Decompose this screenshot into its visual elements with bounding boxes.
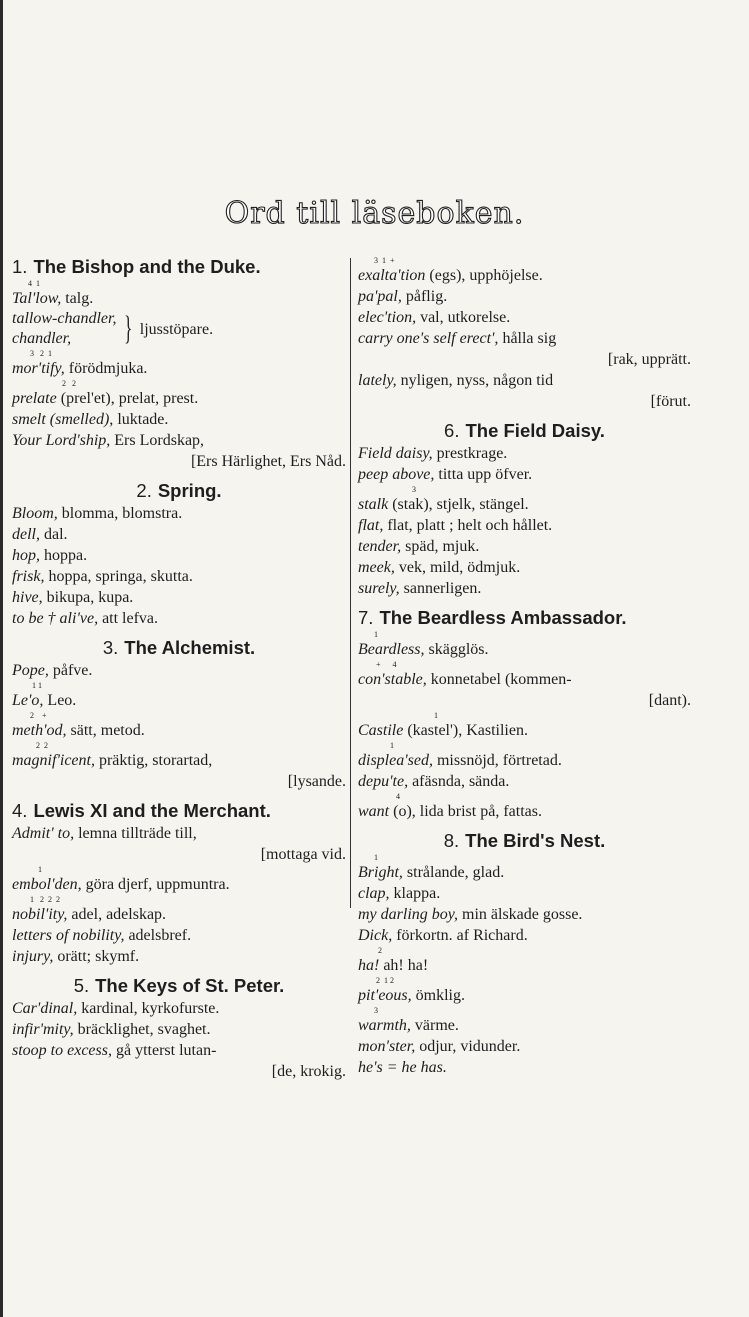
vocab-entry: frisk, hoppa, springa, skutta. (12, 568, 193, 585)
vocab-word: chandler, (12, 330, 72, 347)
vocab-entry: hive, bikupa, kupa. (12, 589, 134, 606)
vocab-word: tallow-chandler, (12, 310, 117, 327)
vocab-entry: warmth, värme. (358, 1017, 459, 1034)
section-heading: 8. The Bird's Nest. (443, 830, 606, 851)
vocab-entry: tender, späd, mjuk. (358, 538, 480, 555)
continuation: [förut. (650, 393, 691, 410)
vocab-entry: my darling boy, min älskade gosse. (358, 906, 583, 923)
vocab-entry: injury, orätt; skymf. (12, 948, 140, 965)
vocab-entry: Car'dinal, kardinal, kyrkofurste. (12, 1000, 220, 1017)
continuation: [mottaga vid. (260, 846, 346, 863)
vocab-entry: clap, klappa. (358, 885, 441, 902)
section-heading: 5. The Keys of St. Peter. (73, 975, 285, 996)
continuation: [dant). (648, 692, 691, 709)
vocab-entry: letters of nobility, adelsbref. (12, 927, 192, 944)
vocab-entry: meth'od, sätt, metod. (12, 722, 145, 739)
vocab-entry: pit'eous, ömklig. (358, 987, 465, 1004)
vocab-entry: hop, hoppa. (12, 547, 88, 564)
vocab-entry: magnif'icent, präktig, storartad, (12, 752, 213, 769)
continuation: [rak, upprätt. (607, 351, 691, 368)
section-heading: 3. The Alchemist. (102, 637, 256, 658)
vocab-entry: displea'sed, missnöjd, förtretad. (358, 752, 562, 769)
vocab-entry: Bloom, blomma, blomstra. (12, 505, 183, 522)
continuation: [Ers Härlighet, Ers Nåd. (190, 453, 346, 470)
brace-gloss: ljusstöpare. (139, 320, 214, 338)
vocab-entry: peep above, titta upp öfver. (358, 466, 533, 483)
section-heading: 1. The Bishop and the Duke. (12, 256, 261, 277)
vocab-entry: lately, nyligen, nyss, någon tid (358, 372, 554, 389)
brace-glyph: } (124, 310, 133, 347)
vocab-entry: carry one's self erect', hålla sig (358, 330, 557, 347)
vocab-entry: Tal'low, talg. (12, 290, 94, 307)
vocab-entry: he's = he has. (358, 1059, 447, 1076)
vocab-entry: Field daisy, prestkrage. (358, 445, 508, 462)
section-heading: 4. Lewis XI and the Merchant. (12, 800, 271, 821)
section-heading: 2. Spring. (136, 480, 222, 501)
column-divider (350, 258, 351, 908)
vocab-entry: infir'mity, bräcklighet, svaghet. (12, 1021, 211, 1038)
accent-marks: 4 1 (28, 279, 40, 288)
vocab-entry: surely, sannerligen. (358, 580, 482, 597)
vocab-entry: Castile (kastel'), Kastilien. (358, 722, 528, 739)
vocab-entry: Dick, förkortn. af Richard. (358, 927, 528, 944)
vocab-entry: Your Lord'ship, Ers Lordskap, (12, 432, 205, 449)
vocab-entry: Pope, påfve. (12, 662, 93, 679)
left-column: 1. The Bishop and the Duke. 4 1 Tal'low, talg. tallow-chandler, chandler, } ljusstöpare. 3 2 1 mor'tify, förödmjuka. 2 2 prelate (prel'et), prelat, prest. smelt (smelled), luktade. Your Lord'ship, Ers Lordskap, [Ers Härlighet, Ers Nåd. 2. Spring. Bloom, blomma, blomstra. dell, dal. hop, hoppa. frisk, hoppa, springa, skutta. hive, bikupa, kupa. to be † ali've, att lefva. 3. The Alchemist. Pope, påfve. 1 1 Le'o, Leo. 2 + meth'od, sätt, metod. 2 2 magnif'icent, präktig, storartad, [lysande. 4. Lewis XI and the Merchant. Admit' to, lemna tillträde till, [mottaga vid. 1 embol'den, göra djerf, uppmuntra. 1 2 2 2 nobil'ity, adel, adelskap. letters of nobility, adelsbref. injury, orätt; skymf. 5. The Keys of St. Peter. Car'dinal, kardinal, kyrkofurste. infir'mity, bräcklighet, svaghet. stoop to excess, gå ytterst lutan- [de, krokig. (12, 256, 346, 1080)
continuation: [de, krokig. (271, 1063, 346, 1080)
brace-group (12, 309, 346, 349)
vocab-entry: Beardless, skägglös. (358, 641, 489, 658)
vocab-entry: stalk (stak), stjelk, stängel. (358, 496, 529, 513)
vocab-entry: exalta'tion (egs), upphöjelse. (358, 267, 543, 284)
vocab-entry: Bright, strålande, glad. (358, 864, 505, 881)
section-heading: 6. The Field Daisy. (444, 420, 605, 441)
vocab-entry: dell, dal. (12, 526, 68, 543)
vocab-entry: want (o), lida brist på, fattas. (358, 803, 542, 820)
vocab-entry: mon'ster, odjur, vidunder. (358, 1038, 521, 1055)
vocab-entry: elec'tion, val, utkorelse. (358, 309, 511, 326)
vocab-entry: prelate (prel'et), prelat, prest. (12, 390, 199, 407)
page-title: Ord till läseboken. (224, 196, 525, 231)
vocab-entry: ha! ah! ha! (358, 957, 429, 974)
section-heading: 7. The Beardless Ambassador. (358, 607, 627, 628)
vocab-entry: Le'o, Leo. (12, 692, 77, 709)
vocab-entry: depu'te, afäsnda, sända. (358, 773, 510, 790)
right-column: 3 1 + exalta'tion (egs), upphöjelse. pa'pal, påflig. elec'tion, val, utkorelse. carry one's self erect', hålla sig [rak, upprätt. lately, nyligen, nyss, någon tid [förut. 6. The Field Daisy. Field daisy, prestkrage. peep above, titta upp öfver. 3 stalk (stak), stjelk, stängel. flat, flat, platt ; helt och hållet. tender, späd, mjuk. meek, vek, mild, ödmjuk. surely, sannerligen. 7. The Beardless Ambassador. 1 Beardless, skägglös. + 4 con'stable, konnetabel (kommen- [dant). 1 Castile (kastel'), Kastilien. 1 displea'sed, missnöjd, förtretad. depu'te, afäsnda, sända. 4 want (o), lida brist på, fattas. 8. The Bird's Nest. 1 Bright, strålande, glad. clap, klappa. my darling boy, min älskade gosse. Dick, förkortn. af Richard. 2 ha! ah! ha! 2 1 2 pit'eous, ömklig. 3 warmth, värme. mon'ster, odjur, vidunder. he's = he has. (358, 256, 691, 1076)
vocab-entry: con'stable, konnetabel (kommen- (358, 671, 572, 688)
vocab-entry: embol'den, göra djerf, uppmuntra. (12, 876, 230, 893)
vocab-entry: pa'pal, påflig. (358, 288, 448, 305)
vocab-entry: stoop to excess, gå ytterst lutan- (12, 1042, 217, 1059)
vocab-entry: nobil'ity, adel, adelskap. (12, 906, 167, 923)
continuation: [lysande. (287, 773, 346, 790)
vocab-entry: mor'tify, förödmjuka. (12, 360, 148, 377)
vocab-entry: flat, flat, platt ; helt och hållet. (358, 517, 553, 534)
vocab-entry: Admit' to, lemna tillträde till, (12, 825, 197, 842)
vocab-entry: smelt (smelled), luktade. (12, 411, 169, 428)
vocab-entry: to be † ali've, att lefva. (12, 610, 159, 627)
vocab-entry: meek, vek, mild, ödmjuk. (358, 559, 521, 576)
